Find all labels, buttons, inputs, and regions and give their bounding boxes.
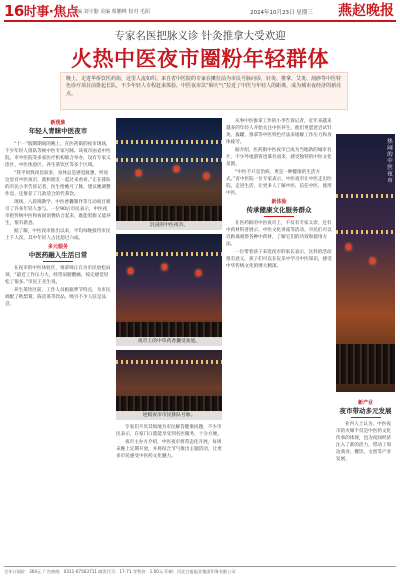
paragraph: 专家们不厌其烦地为市民解答健康问题，不少市民表示，在家门口就能享受到名医服务，十分方便。 [116, 425, 222, 437]
column-4-text [336, 398, 395, 546]
section-title: 年轻人青睐中医夜市 [28, 127, 88, 135]
section-kicker: 多元服务 [47, 244, 68, 250]
string-lights [336, 194, 395, 198]
page-tag [4, 2, 78, 22]
crowd [116, 396, 222, 412]
paragraph: 据了解，中医夜市推出以来，平均每晚接待市民上千人次，其中年轻人占比超过六成。 [5, 229, 111, 241]
paragraph: 在夜市的中医体验区，推拿师正在为市民放松肩颈，“最近工作压力大，经常肩膀酸痛，按完感觉轻松了很多。”市民王先生说。 [5, 266, 111, 285]
paragraph: 业内人士认为，中医夜市的火爆不仅是中医药文化传承的体现，也为夜间经济注入了新的活力，带动了周边商业、餐饮、文创等产业发展。 [336, 422, 392, 462]
photo-caption: 逆假夜市市民排队号脉。 [116, 411, 222, 420]
editor-line: 责编 刘宇勤 美编 蔡鹏峰 校对 毛阳 [72, 9, 150, 15]
paragraph: 据介绍，医药街中医夜市已成为当地新的城市名片，不少外地游客也慕名而来，感受独特的中医文化氛围。 [226, 148, 332, 167]
lantern-icon [162, 264, 167, 270]
lantern-icon [136, 170, 141, 176]
crowd [116, 206, 222, 222]
section-title: 中医药融入生活日常 [28, 251, 88, 259]
section-heading [5, 120, 111, 138]
paragraph: 从事中医推拿工作的小李告诉记者，近年来越来越多的年轻人开始关注中医养生，他们更愿意尝试针灸、拔罐、推拿等中医特色疗法来缓解工作压力和身体疲劳。 [226, 119, 332, 145]
photo-night-market-vertical [336, 134, 395, 392]
string-lights [116, 360, 222, 364]
crowd [116, 322, 222, 338]
string-lights [116, 158, 222, 162]
photo-sachet-stall [116, 234, 222, 346]
string-lights [336, 230, 395, 234]
paragraph: 夜市主办方介绍，中医夜市将常态化开展，每周末晚上定期开放，并将结合节气推出主题活动，让更多市民感受中医药文化魅力。 [116, 440, 222, 459]
masthead [4, 2, 396, 22]
paragraph: 一位带着孩子来逛夜市的家长表示，这样的活动很有意义，孩子们可以在玩乐中学习中医知识，感受中华传统文化的博大精深。 [226, 250, 332, 269]
paragraph: 现场，八段锦教学、中医香囊制作等互动项目吸引了许多年轻人参与。一位90后市民表示，中医夜市把传统中医和夜间消费结合起来，既能逛街又能养生，很有新意。 [5, 200, 111, 226]
lantern-icon [204, 173, 209, 179]
page-section: 时事·焦点 [23, 5, 79, 20]
section-divider [264, 216, 294, 217]
paragraph: “我平时熬夜比较多，身体总是感觉疲惫，听说这里有中医夜市，就和朋友一起过来看看。”正在排队的市民小李告诉记者，医生给她号了脉，建议她调整作息，还推荐了几款适合的代茶饮。 [5, 171, 111, 197]
lantern-icon [346, 244, 351, 250]
lantern-icon [128, 268, 133, 274]
photo-night-market [116, 118, 222, 230]
paragraph: “中医不只是治病，更是一种健康的生活方式。”省中医院一位专家表示，中医夜市让中医走出医院、走进生活，让更多人了解中医、信任中医、使用中医。 [226, 170, 332, 196]
string-lights [116, 252, 222, 256]
column-3 [226, 118, 332, 546]
lantern-icon [196, 270, 201, 276]
photo-caption: 沉浸的中医夜市。 [116, 221, 222, 230]
photo-caption: 夜市上的中草药香囊受欢迎。 [116, 337, 222, 346]
page-footer: 全年订阅价：360元 广告热线：0311-67563711 邮发代号：17-71 零售价：1.00元 印刷：河北日报报业集团印务有限公司 [4, 566, 396, 575]
section-heading [5, 244, 111, 262]
photo-pulse-queue [116, 350, 222, 420]
string-lights [116, 140, 222, 144]
article-headline: 火热中医夜市圈粉年轻群体 [71, 46, 329, 71]
crowd [336, 344, 395, 384]
issue-date: 2024年10月23日 星期三 [250, 10, 313, 16]
section-title: 传承健康文化服务群众 [246, 206, 312, 214]
photo-caption: 热闹的中医夜市 [386, 138, 392, 184]
paragraph: 养生茶饮区前，工作人员根据季节特点，为市民调配了秋梨膏、陈皮茶等饮品，吸引不少人驻足品尝。 [5, 288, 111, 307]
section-title: 夜市带动多元发展 [339, 407, 392, 415]
newspaper-logo: 燕赵晚报 [338, 3, 394, 19]
column-2-text [116, 424, 222, 546]
section-divider [43, 137, 73, 138]
page-number: 16 [4, 2, 24, 20]
column-1 [5, 118, 111, 546]
section-heading [336, 400, 395, 418]
article-subtitle: 专家名医把脉义诊 针灸推拿大受欢迎 [114, 30, 286, 42]
paragraph: “十一”假期期间的晚上，在医药街的夜市现场，不少年轻人排队等候中医专家号脉。该夜市由省中医院、市中医院等多家医疗机构联合举办，设有专家义诊区、中医体验区、养生茶饮区等多个区域。 [5, 142, 111, 168]
section-kicker: 新现象 [50, 120, 66, 126]
section-divider [43, 261, 73, 262]
lantern-icon [370, 258, 375, 264]
paragraph: 在医药街的中医夜市上，不仅有专家义诊，还有中药材科普展示、中医文化讲座等活动。市民们可以近距离观察各种中药材，了解它们的功效和使用方法。 [226, 221, 332, 247]
section-heading [226, 199, 332, 217]
section-kicker: 新体验 [271, 199, 287, 205]
section-divider [351, 417, 381, 418]
section-kicker: 新产业 [357, 400, 373, 406]
lead-paragraph: 晚上，走进华侨饮医药街，这里人流如织。来自省中医院的专家在摊位前为市民号脉问诊，针灸、推拿、艾灸、刮痧等中医特色诊疗项目前排起长队，不少年轻人专程赶来体验。中医夜市以“烟火气”拉近了中医与年轻人的距离，成为城市夜经济的新亮点。 [60, 72, 348, 110]
lantern-icon [174, 166, 179, 172]
